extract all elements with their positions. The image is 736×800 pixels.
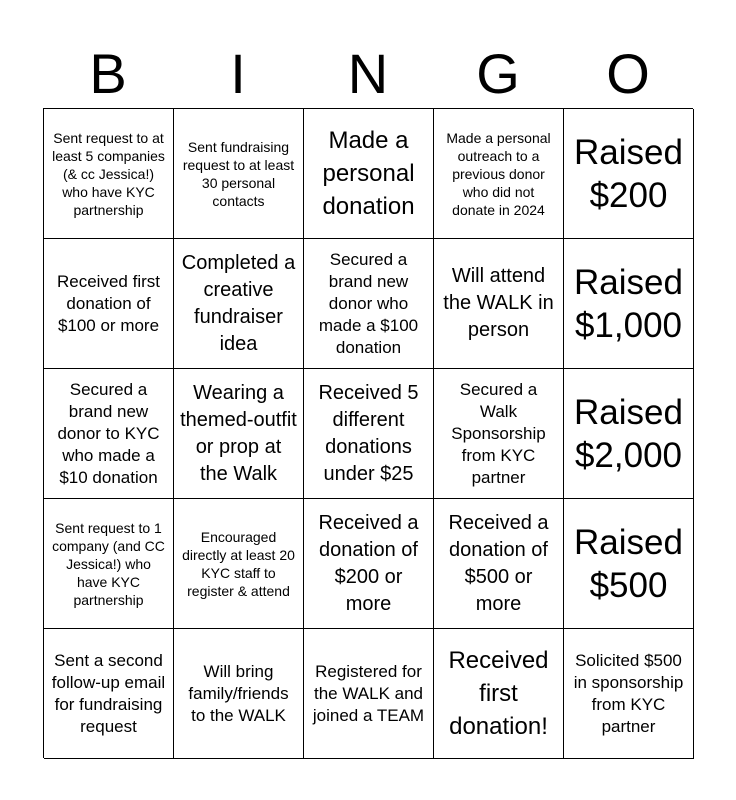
cell-text: Will attend the WALK in person xyxy=(443,265,554,341)
cell-text: Raised $200 xyxy=(574,132,683,215)
bingo-cell[interactable] xyxy=(174,499,304,629)
bingo-cell[interactable] xyxy=(304,629,434,759)
bingo-cell[interactable] xyxy=(434,239,564,369)
bingo-cell[interactable] xyxy=(564,109,694,239)
bingo-cell[interactable] xyxy=(44,369,174,499)
cell-text: Received 5 different donations under $25 xyxy=(318,381,419,485)
cell-text: Wearing a themed-outfit or prop at the Walk xyxy=(180,381,297,485)
bingo-board xyxy=(43,108,693,758)
cell-text: Sent request to 1 company (and CC Jessica!) who have KYC partnership xyxy=(52,519,165,608)
bingo-cell[interactable] xyxy=(174,369,304,499)
cell-text: Sent fundraising request to at least 30 personal contacts xyxy=(182,138,295,209)
cell-text: Encouraged directly at least 20 KYC staff to register & attend xyxy=(182,528,295,599)
header-letter-o: O xyxy=(606,42,650,105)
bingo-cell[interactable] xyxy=(44,239,174,369)
bingo-cell[interactable] xyxy=(434,109,564,239)
bingo-cell[interactable] xyxy=(304,499,434,629)
bingo-cell[interactable] xyxy=(174,109,304,239)
bingo-cell[interactable] xyxy=(174,239,304,369)
bingo-cell[interactable] xyxy=(44,499,174,629)
cell-text: Completed a creative fundraiser idea xyxy=(181,251,296,355)
bingo-cell[interactable] xyxy=(304,369,434,499)
cell-text: Received first donation of $100 or more xyxy=(57,271,160,335)
bingo-cell[interactable] xyxy=(564,499,694,629)
cell-text: Will bring family/friends to the WALK xyxy=(188,661,289,725)
bingo-cell[interactable] xyxy=(564,369,694,499)
bingo-cell[interactable] xyxy=(174,629,304,759)
cell-text: Made a personal donation xyxy=(322,127,415,220)
header-letter-b: B xyxy=(89,42,127,105)
cell-text: Secured a brand new donor to KYC who made a $10 donation xyxy=(57,379,160,487)
cell-text: Received a donation of $500 or more xyxy=(448,511,549,615)
bingo-cell[interactable] xyxy=(304,239,434,369)
bingo-cell[interactable] xyxy=(304,109,434,239)
cell-text: Raised $1,000 xyxy=(574,262,683,345)
bingo-cell[interactable] xyxy=(434,499,564,629)
bingo-cell[interactable] xyxy=(564,239,694,369)
cell-text: Received a donation of $200 or more xyxy=(318,511,419,615)
bingo-cell[interactable] xyxy=(44,109,174,239)
header-letter-g: G xyxy=(476,42,520,105)
header-letter-i: I xyxy=(230,42,246,105)
cell-text: Secured a brand new donor who made a $100 donation xyxy=(318,249,419,357)
cell-text: Sent request to at least 5 companies (& cc Jessica!) who have KYC partnership xyxy=(52,129,165,218)
header-letter-n: N xyxy=(347,42,389,105)
cell-text: Sent a second follow-up email for fundraising request xyxy=(51,650,166,736)
bingo-cell[interactable] xyxy=(564,629,694,759)
cell-text: Registered for the WALK and joined a TEAM xyxy=(312,661,425,725)
bingo-cell[interactable] xyxy=(434,629,564,759)
cell-text: Raised $500 xyxy=(574,522,683,605)
cell-text: Raised $2,000 xyxy=(574,392,683,475)
bingo-cell[interactable] xyxy=(44,629,174,759)
cell-text: Received first donation! xyxy=(448,647,549,740)
cell-text: Solicited $500 in sponsorship from KYC partner xyxy=(573,650,684,736)
bingo-header xyxy=(43,40,693,108)
bingo-cell[interactable] xyxy=(434,369,564,499)
cell-text: Secured a Walk Sponsorship from KYC partner xyxy=(451,379,546,487)
cell-text: Made a personal outreach to a previous donor who did not donate in 2024 xyxy=(446,129,551,218)
